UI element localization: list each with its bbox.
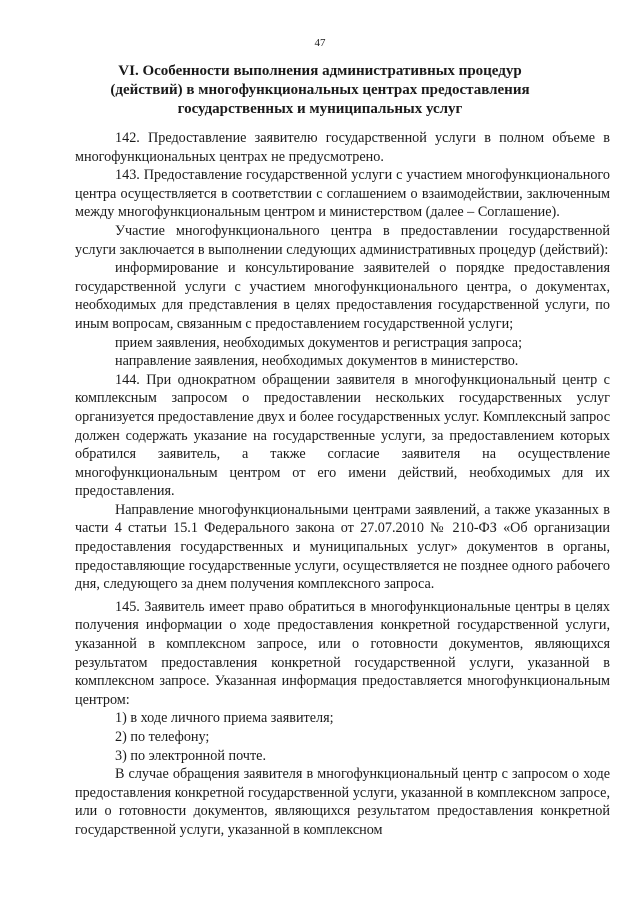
section-heading	[80, 62, 560, 119]
paragraph-complex-request: Направление многофункциональными центрами заявлений, а также указанных в части 4 статьи 15.1 Федерального закона от 27.07.2010 № 210-ФЗ «Об организации предоставления государственных и муниципальных услуг» документов в органы, предоставляющие государственные услуги, осуществляется не позднее одного рабочего дня, следующего за днем получения комплексного запроса.	[75, 501, 610, 593]
list-item-phone: 2) по телефону;	[115, 729, 210, 745]
list-item-email: 3) по электронной почте.	[115, 747, 266, 764]
list-item-forwarding: направление заявления, необходимых документов в министерство.	[115, 353, 519, 370]
list-item-informing: информирование и консультирование заявителей о порядке предоставления государственной услуги с участием многофункционального центра, о документах, необходимых для представления в целях предоставления государственной услуги, по иным вопросам, связанным с предоставлением государственной услуги;	[75, 260, 610, 332]
page-number: 47	[314, 37, 326, 49]
document-body	[75, 129, 610, 840]
list-item-reception: прием заявления, необходимых документов и регистрация запроса;	[115, 334, 523, 351]
heading-line-1: VI. Особенности выполнения административных процедур	[118, 63, 522, 79]
paragraph-mfc-participation: Участие многофункционального центра в предоставлении государственной услуги заключается в выполнении следующих административных процедур (действий):	[75, 222, 610, 258]
paragraph-144: 144. При однократном обращении заявителя в многофункциональный центр с комплексным запросом о предоставлении нескольких государственных услуг организуется предоставление двух и более государственных услуг. Комплексный запрос должен содержать указание на государственные услуги, за предоставлением которых обратился заявитель, а также согласие заявителя на осуществление многофункциональным центром от его имени действий, необходимых для их предоставления.	[75, 371, 610, 500]
paragraph-142: 142. Предоставление заявителю государственной услуги в полном объеме в многофункциональных центрах не предусмотрено.	[75, 130, 610, 165]
heading-line-3: государственных и муниципальных услуг	[177, 101, 463, 117]
paragraph-145: 145. Заявитель имеет право обратиться в многофункциональные центры в целях получения информации о ходе предоставления конкретной государственной услуги, указанной в комплексном запросе, или о готовности документов, являющихся результатом предоставления конкретной государственной услуги, указанной в комплексном запросе. Указанная информация предоставляется многофункциональным центром:	[75, 598, 610, 708]
paragraph-143: 143. Предоставление государственной услуги с участием многофункционального центра осуществляется в соответствии с соглашением о взаимодействии, заключенным между многофункциональным центром и министерством (далее – Соглашение).	[75, 167, 610, 221]
list-item-personal: 1) в ходе личного приема заявителя;	[115, 710, 334, 727]
heading-line-2: (действий) в многофункциональных центрах предоставления	[110, 82, 530, 98]
paragraph-inquiry-case: В случае обращения заявителя в многофункциональный центр с запросом о ходе предоставления конкретной государственной услуги, указанной в комплексном запросе, или о готовности документов, являющихся результатом предоставления конкретной государственной услуги, указанной в комплексном	[75, 766, 610, 838]
